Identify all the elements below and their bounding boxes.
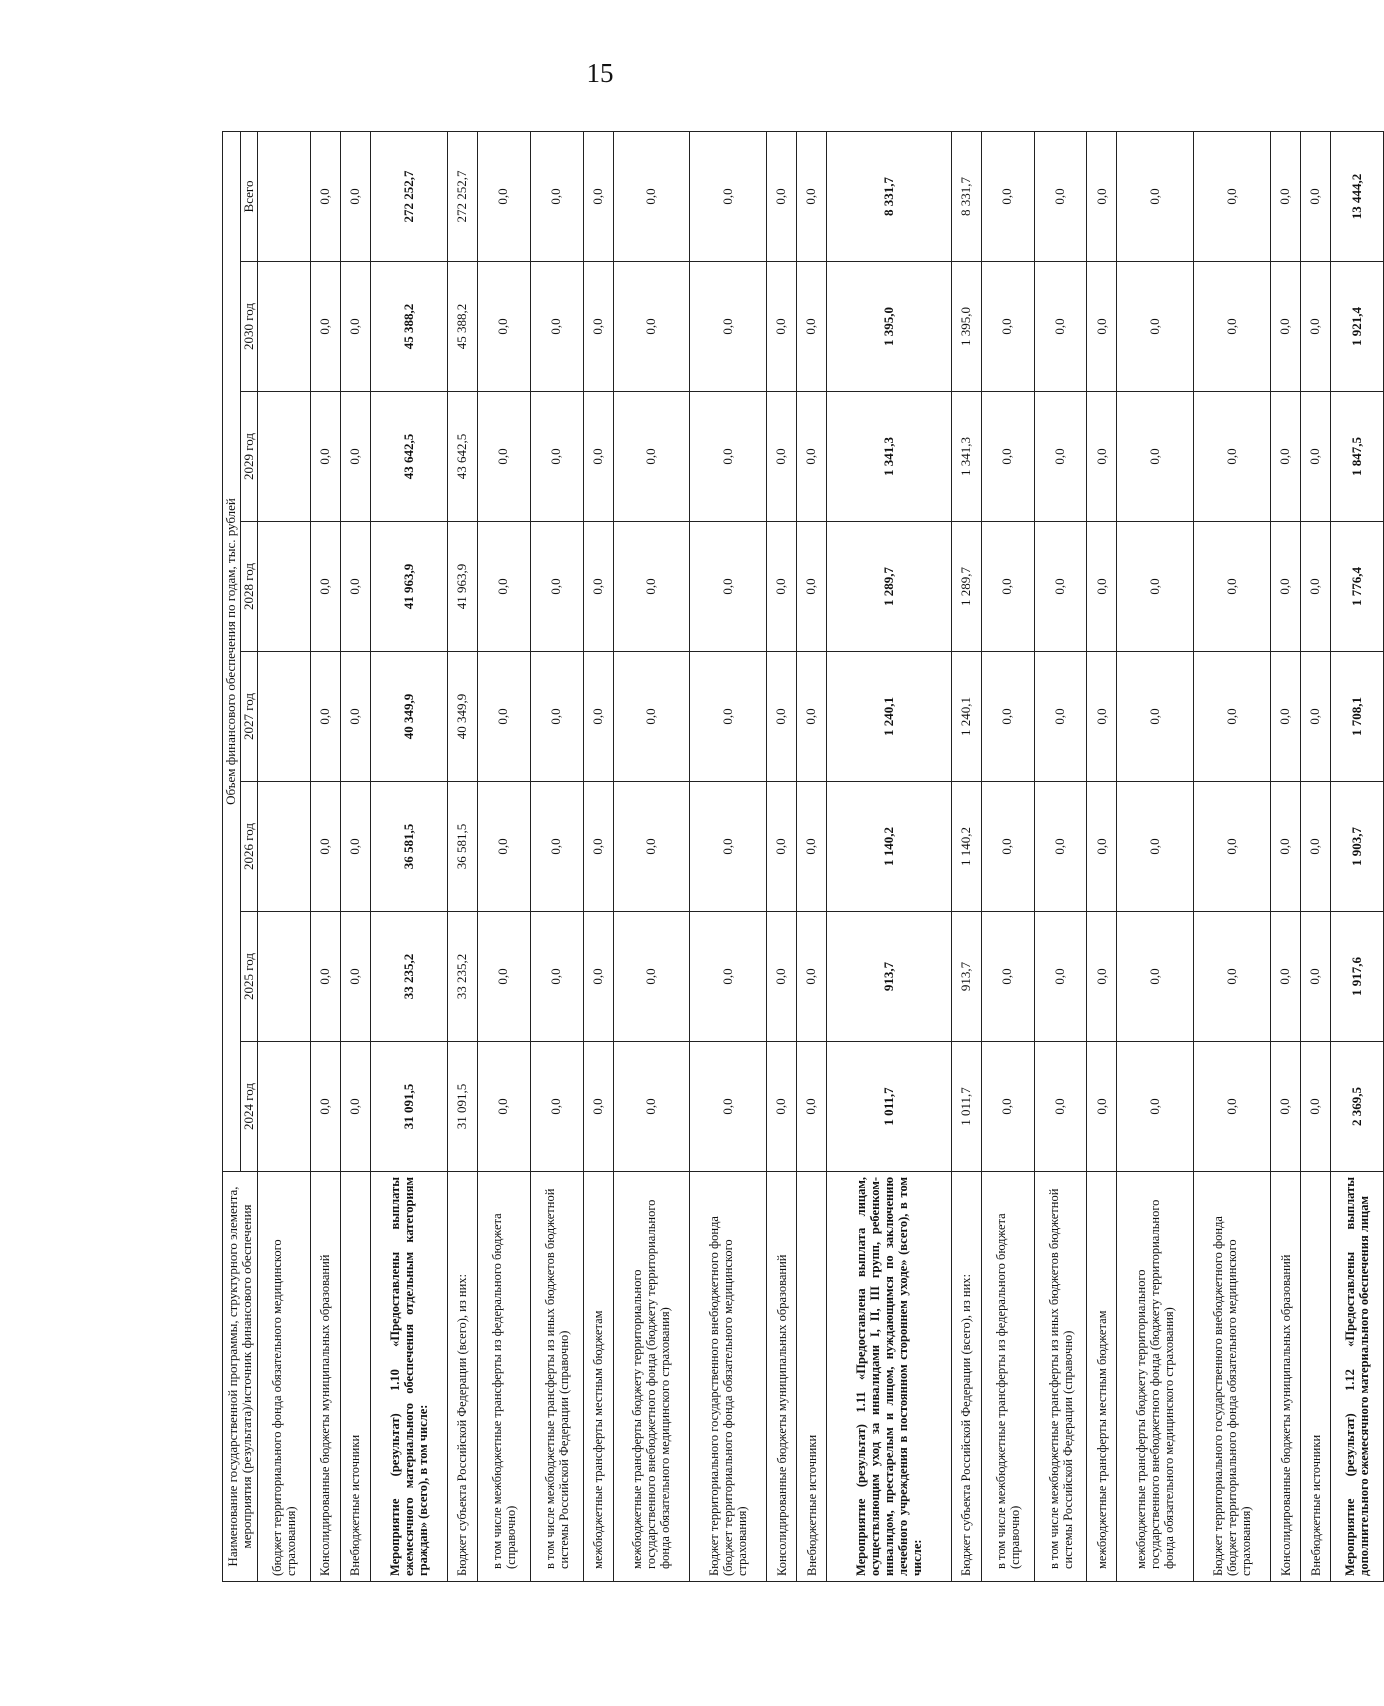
value-cell: 0,0 bbox=[1194, 131, 1271, 261]
value-cell: 0,0 bbox=[340, 782, 370, 912]
value-cell: 0,0 bbox=[583, 131, 613, 261]
value-cell: 0,0 bbox=[530, 131, 583, 261]
value-cell: 0,0 bbox=[1271, 782, 1301, 912]
value-cell: 43 642,5 bbox=[370, 392, 447, 522]
value-cell: 0,0 bbox=[1034, 1042, 1087, 1172]
value-cell: 1 140,2 bbox=[951, 782, 981, 912]
value-cell: 0,0 bbox=[981, 131, 1034, 261]
value-cell: 0,0 bbox=[583, 392, 613, 522]
value-cell: 0,0 bbox=[690, 522, 767, 652]
row-name-cell: в том числе межбюджетные трансферты из федерального бюджета (справочно) bbox=[981, 1172, 1034, 1582]
value-cell: 0,0 bbox=[1301, 782, 1331, 912]
value-cell: 272 252,7 bbox=[370, 131, 447, 261]
value-cell: 0,0 bbox=[767, 522, 797, 652]
value-cell: 36 581,5 bbox=[447, 782, 477, 912]
table-row bbox=[370, 131, 447, 1581]
value-cell: 0,0 bbox=[981, 1042, 1034, 1172]
value-cell: 8 331,7 bbox=[827, 131, 952, 261]
header-volume-group: Объем финансового обеспечения по годам, тыс. рублей bbox=[223, 131, 241, 1171]
value-cell: 1 395,0 bbox=[827, 262, 952, 392]
value-cell: 0,0 bbox=[311, 262, 341, 392]
value-cell: 0,0 bbox=[981, 652, 1034, 782]
table-row bbox=[981, 131, 1034, 1581]
value-cell: 0,0 bbox=[530, 912, 583, 1042]
value-cell: 0,0 bbox=[797, 1042, 827, 1172]
value-cell: 0,0 bbox=[340, 522, 370, 652]
value-cell: 0,0 bbox=[981, 392, 1034, 522]
value-cell: 0,0 bbox=[1271, 912, 1301, 1042]
value-cell: 36 581,5 bbox=[370, 782, 447, 912]
value-cell: 0,0 bbox=[1117, 392, 1194, 522]
value-cell: 0,0 bbox=[340, 912, 370, 1042]
value-cell: 0,0 bbox=[1194, 1042, 1271, 1172]
value-cell: 0,0 bbox=[311, 131, 341, 261]
value-cell bbox=[258, 131, 311, 261]
value-cell: 0,0 bbox=[797, 912, 827, 1042]
value-cell: 0,0 bbox=[1301, 1042, 1331, 1172]
row-name-cell: в том числе межбюджетные трансферты из иных бюджетов бюджетной системы Российской Федерации (справочно) bbox=[1034, 1172, 1087, 1582]
value-cell: 0,0 bbox=[1087, 912, 1117, 1042]
value-cell: 0,0 bbox=[797, 131, 827, 261]
value-cell: 0,0 bbox=[1301, 392, 1331, 522]
value-cell: 0,0 bbox=[690, 782, 767, 912]
value-cell: 0,0 bbox=[797, 392, 827, 522]
financing-table bbox=[222, 131, 1384, 1582]
value-cell: 0,0 bbox=[613, 262, 690, 392]
value-cell: 0,0 bbox=[690, 131, 767, 261]
table-row bbox=[477, 131, 530, 1581]
value-cell: 41 963,9 bbox=[370, 522, 447, 652]
value-cell: 0,0 bbox=[477, 262, 530, 392]
value-cell: 0,0 bbox=[583, 652, 613, 782]
value-cell: 0,0 bbox=[767, 782, 797, 912]
table-row bbox=[340, 131, 370, 1581]
value-cell: 0,0 bbox=[767, 912, 797, 1042]
row-name-cell: в том числе межбюджетные трансферты из федерального бюджета (справочно) bbox=[477, 1172, 530, 1582]
value-cell: 0,0 bbox=[1117, 131, 1194, 261]
value-cell: 1 011,7 bbox=[827, 1042, 952, 1172]
value-cell: 0,0 bbox=[767, 262, 797, 392]
value-cell: 0,0 bbox=[1087, 522, 1117, 652]
value-cell: 45 388,2 bbox=[370, 262, 447, 392]
table-row bbox=[613, 131, 690, 1581]
value-cell: 0,0 bbox=[1034, 131, 1087, 261]
value-cell: 0,0 bbox=[1117, 912, 1194, 1042]
value-cell: 0,0 bbox=[311, 392, 341, 522]
page-number: 15 bbox=[586, 58, 614, 88]
table-row bbox=[1034, 131, 1087, 1581]
value-cell: 0,0 bbox=[340, 1042, 370, 1172]
value-cell: 0,0 bbox=[530, 262, 583, 392]
table-body bbox=[258, 131, 1384, 1581]
value-cell: 0,0 bbox=[1087, 782, 1117, 912]
row-name-cell: Бюджет субъекта Российской Федерации (всего), из них: bbox=[951, 1172, 981, 1582]
value-cell: 0,0 bbox=[981, 782, 1034, 912]
value-cell: 0,0 bbox=[477, 1042, 530, 1172]
value-cell: 2 369,5 bbox=[1331, 1042, 1384, 1172]
value-cell: 0,0 bbox=[530, 652, 583, 782]
header-year: 2030 год bbox=[240, 262, 258, 392]
value-cell: 0,0 bbox=[1301, 262, 1331, 392]
row-name-cell: Бюджет субъекта Российской Федерации (всего), из них: bbox=[447, 1172, 477, 1582]
row-name-cell: Консолидированные бюджеты муниципальных образований bbox=[767, 1172, 797, 1582]
table-row bbox=[1194, 131, 1271, 1581]
value-cell: 0,0 bbox=[1034, 392, 1087, 522]
value-cell: 0,0 bbox=[1301, 912, 1331, 1042]
value-cell: 0,0 bbox=[477, 912, 530, 1042]
value-cell: 31 091,5 bbox=[370, 1042, 447, 1172]
row-name-cell: межбюджетные трансферты местным бюджетам bbox=[1087, 1172, 1117, 1582]
header-year: 2028 год bbox=[240, 522, 258, 652]
value-cell: 0,0 bbox=[583, 262, 613, 392]
value-cell: 0,0 bbox=[1271, 262, 1301, 392]
value-cell: 0,0 bbox=[311, 782, 341, 912]
value-cell: 0,0 bbox=[613, 522, 690, 652]
value-cell: 0,0 bbox=[583, 522, 613, 652]
value-cell bbox=[258, 1042, 311, 1172]
value-cell bbox=[258, 392, 311, 522]
value-cell bbox=[258, 782, 311, 912]
value-cell: 0,0 bbox=[311, 652, 341, 782]
value-cell: 0,0 bbox=[477, 652, 530, 782]
value-cell: 40 349,9 bbox=[447, 652, 477, 782]
header-total: Всего bbox=[240, 131, 258, 261]
value-cell: 0,0 bbox=[1087, 652, 1117, 782]
value-cell: 0,0 bbox=[767, 652, 797, 782]
value-cell: 0,0 bbox=[1194, 912, 1271, 1042]
value-cell: 0,0 bbox=[1271, 392, 1301, 522]
value-cell: 0,0 bbox=[981, 522, 1034, 652]
value-cell bbox=[258, 652, 311, 782]
row-name-cell: Мероприятие (результат) 1.11 «Предоставлена выплата лицам, осуществляющим уход за инвалидами I, II, III групп, ребенком-инвалидом, престарелым и лицом, нуждающимся по заключению лечебного учреждения в постоянном стороннем уходе» (всего), в том числе: bbox=[827, 1172, 952, 1582]
value-cell: 0,0 bbox=[583, 782, 613, 912]
table-row bbox=[1087, 131, 1117, 1581]
value-cell: 1 341,3 bbox=[827, 392, 952, 522]
value-cell: 0,0 bbox=[1194, 782, 1271, 912]
table-row bbox=[1271, 131, 1301, 1581]
row-name-cell: Консолидированные бюджеты муниципальных образований bbox=[311, 1172, 341, 1582]
value-cell bbox=[258, 912, 311, 1042]
row-name-cell: Бюджет территориального государственного внебюджетного фонда (бюджет территориального фонда обязательного медицинского страхования) bbox=[1194, 1172, 1271, 1582]
table-row bbox=[530, 131, 583, 1581]
value-cell: 1 903,7 bbox=[1331, 782, 1384, 912]
value-cell: 0,0 bbox=[1271, 131, 1301, 261]
value-cell: 1 917,6 bbox=[1331, 912, 1384, 1042]
value-cell: 0,0 bbox=[1271, 652, 1301, 782]
value-cell: 0,0 bbox=[583, 912, 613, 1042]
value-cell: 0,0 bbox=[340, 652, 370, 782]
row-name-cell: Мероприятие (результат) 1.12 «Предоставлены выплаты дополнительного ежемесячного материального обеспечения лицам bbox=[1331, 1172, 1384, 1582]
row-name-cell: межбюджетные трансферты бюджету территориального государственного внебюджетного фонда (бюджету территориального фонда обязательного медицинского страхования) bbox=[1117, 1172, 1194, 1582]
value-cell: 45 388,2 bbox=[447, 262, 477, 392]
table-row bbox=[311, 131, 341, 1581]
value-cell: 1 240,1 bbox=[951, 652, 981, 782]
row-name-cell: Бюджет территориального государственного внебюджетного фонда (бюджет территориального фонда обязательного медицинского страхования) bbox=[690, 1172, 767, 1582]
value-cell: 1 289,7 bbox=[827, 522, 952, 652]
value-cell: 0,0 bbox=[690, 652, 767, 782]
header-year: 2024 год bbox=[240, 1042, 258, 1172]
value-cell: 0,0 bbox=[797, 522, 827, 652]
value-cell: 0,0 bbox=[477, 522, 530, 652]
value-cell: 0,0 bbox=[1117, 1042, 1194, 1172]
value-cell: 0,0 bbox=[477, 392, 530, 522]
row-name-cell: (бюджет территориального фонда обязательного медицинского страхования) bbox=[258, 1172, 311, 1582]
row-name-cell: Внебюджетные источники bbox=[797, 1172, 827, 1582]
value-cell: 0,0 bbox=[1087, 131, 1117, 261]
value-cell: 0,0 bbox=[1301, 131, 1331, 261]
value-cell: 0,0 bbox=[1034, 782, 1087, 912]
header-year: 2026 год bbox=[240, 782, 258, 912]
value-cell: 8 331,7 bbox=[951, 131, 981, 261]
value-cell: 0,0 bbox=[1301, 652, 1331, 782]
table-row bbox=[690, 131, 767, 1581]
value-cell: 33 235,2 bbox=[370, 912, 447, 1042]
value-cell: 1 240,1 bbox=[827, 652, 952, 782]
table-row bbox=[797, 131, 827, 1581]
value-cell: 0,0 bbox=[613, 1042, 690, 1172]
value-cell: 0,0 bbox=[767, 131, 797, 261]
row-name-cell: в том числе межбюджетные трансферты из иных бюджетов бюджетной системы Российской Федерации (справочно) bbox=[530, 1172, 583, 1582]
value-cell bbox=[258, 522, 311, 652]
table-row bbox=[258, 131, 311, 1581]
value-cell: 0,0 bbox=[530, 782, 583, 912]
value-cell: 0,0 bbox=[1194, 522, 1271, 652]
header-row-1 bbox=[223, 131, 241, 1581]
value-cell: 31 091,5 bbox=[447, 1042, 477, 1172]
value-cell: 0,0 bbox=[797, 652, 827, 782]
header-year: 2029 год bbox=[240, 392, 258, 522]
value-cell: 0,0 bbox=[477, 782, 530, 912]
row-name-cell: Мероприятие (результат) 1.10 «Предоставлены выплаты ежемесячного материального обеспечения отдельным категориям граждан» (всего), в том числе: bbox=[370, 1172, 447, 1582]
value-cell: 41 963,9 bbox=[447, 522, 477, 652]
value-cell: 0,0 bbox=[1087, 392, 1117, 522]
value-cell: 0,0 bbox=[1117, 522, 1194, 652]
row-name-cell: Внебюджетные источники bbox=[1301, 1172, 1331, 1582]
value-cell: 1 011,7 bbox=[951, 1042, 981, 1172]
value-cell: 0,0 bbox=[690, 912, 767, 1042]
value-cell: 0,0 bbox=[797, 782, 827, 912]
value-cell: 0,0 bbox=[340, 392, 370, 522]
value-cell: 1 708,1 bbox=[1331, 652, 1384, 782]
value-cell: 0,0 bbox=[767, 1042, 797, 1172]
value-cell: 0,0 bbox=[613, 131, 690, 261]
table-row bbox=[583, 131, 613, 1581]
value-cell: 0,0 bbox=[1087, 1042, 1117, 1172]
value-cell: 0,0 bbox=[1087, 262, 1117, 392]
value-cell: 0,0 bbox=[1034, 262, 1087, 392]
row-name-cell: межбюджетные трансферты бюджету территориального государственного внебюджетного фонда (бюджету территориального фонда обязательного медицинского страхования) bbox=[613, 1172, 690, 1582]
value-cell: 0,0 bbox=[981, 262, 1034, 392]
header-year: 2025 год bbox=[240, 912, 258, 1042]
table-row bbox=[1331, 131, 1384, 1581]
header-name-column: Наименование государственной программы, структурного элемента, мероприятия (результата)/источник финансового обеспечения bbox=[223, 1172, 258, 1582]
value-cell: 0,0 bbox=[1271, 1042, 1301, 1172]
value-cell: 0,0 bbox=[530, 522, 583, 652]
header-year: 2027 год bbox=[240, 652, 258, 782]
value-cell: 0,0 bbox=[1194, 262, 1271, 392]
value-cell: 0,0 bbox=[1194, 652, 1271, 782]
value-cell bbox=[258, 262, 311, 392]
table-row bbox=[827, 131, 952, 1581]
value-cell: 0,0 bbox=[1271, 522, 1301, 652]
value-cell: 0,0 bbox=[477, 131, 530, 261]
value-cell: 0,0 bbox=[340, 262, 370, 392]
table-row bbox=[767, 131, 797, 1581]
value-cell: 913,7 bbox=[951, 912, 981, 1042]
value-cell: 1 341,3 bbox=[951, 392, 981, 522]
value-cell: 0,0 bbox=[1117, 652, 1194, 782]
value-cell: 0,0 bbox=[583, 1042, 613, 1172]
value-cell: 1 289,7 bbox=[951, 522, 981, 652]
value-cell: 1 847,5 bbox=[1331, 392, 1384, 522]
row-name-cell: Консолидированные бюджеты муниципальных образований bbox=[1271, 1172, 1301, 1582]
value-cell: 0,0 bbox=[1117, 782, 1194, 912]
value-cell: 0,0 bbox=[613, 652, 690, 782]
value-cell: 0,0 bbox=[690, 392, 767, 522]
value-cell: 0,0 bbox=[690, 1042, 767, 1172]
value-cell: 1 921,4 bbox=[1331, 262, 1384, 392]
value-cell: 0,0 bbox=[767, 392, 797, 522]
value-cell: 0,0 bbox=[690, 262, 767, 392]
value-cell: 0,0 bbox=[1117, 262, 1194, 392]
value-cell: 0,0 bbox=[1034, 652, 1087, 782]
value-cell: 0,0 bbox=[311, 912, 341, 1042]
table-row bbox=[1117, 131, 1194, 1581]
rotated-table-container bbox=[222, 132, 1384, 1582]
value-cell: 0,0 bbox=[613, 782, 690, 912]
value-cell: 0,0 bbox=[1034, 912, 1087, 1042]
value-cell: 0,0 bbox=[1194, 392, 1271, 522]
value-cell: 913,7 bbox=[827, 912, 952, 1042]
value-cell: 0,0 bbox=[797, 262, 827, 392]
value-cell: 0,0 bbox=[530, 392, 583, 522]
row-name-cell: Внебюджетные источники bbox=[340, 1172, 370, 1582]
value-cell: 1 140,2 bbox=[827, 782, 952, 912]
value-cell: 0,0 bbox=[311, 522, 341, 652]
value-cell: 272 252,7 bbox=[447, 131, 477, 261]
row-name-cell: межбюджетные трансферты местным бюджетам bbox=[583, 1172, 613, 1582]
table-row bbox=[951, 131, 981, 1581]
value-cell: 0,0 bbox=[613, 392, 690, 522]
value-cell: 0,0 bbox=[981, 912, 1034, 1042]
value-cell: 13 444,2 bbox=[1331, 131, 1384, 261]
value-cell: 0,0 bbox=[340, 131, 370, 261]
value-cell: 43 642,5 bbox=[447, 392, 477, 522]
value-cell: 33 235,2 bbox=[447, 912, 477, 1042]
value-cell: 40 349,9 bbox=[370, 652, 447, 782]
value-cell: 0,0 bbox=[530, 1042, 583, 1172]
value-cell: 0,0 bbox=[613, 912, 690, 1042]
value-cell: 0,0 bbox=[311, 1042, 341, 1172]
value-cell: 1 395,0 bbox=[951, 262, 981, 392]
table-row bbox=[1301, 131, 1331, 1581]
value-cell: 0,0 bbox=[1301, 522, 1331, 652]
value-cell: 0,0 bbox=[1034, 522, 1087, 652]
value-cell: 1 776,4 bbox=[1331, 522, 1384, 652]
table-row bbox=[447, 131, 477, 1581]
